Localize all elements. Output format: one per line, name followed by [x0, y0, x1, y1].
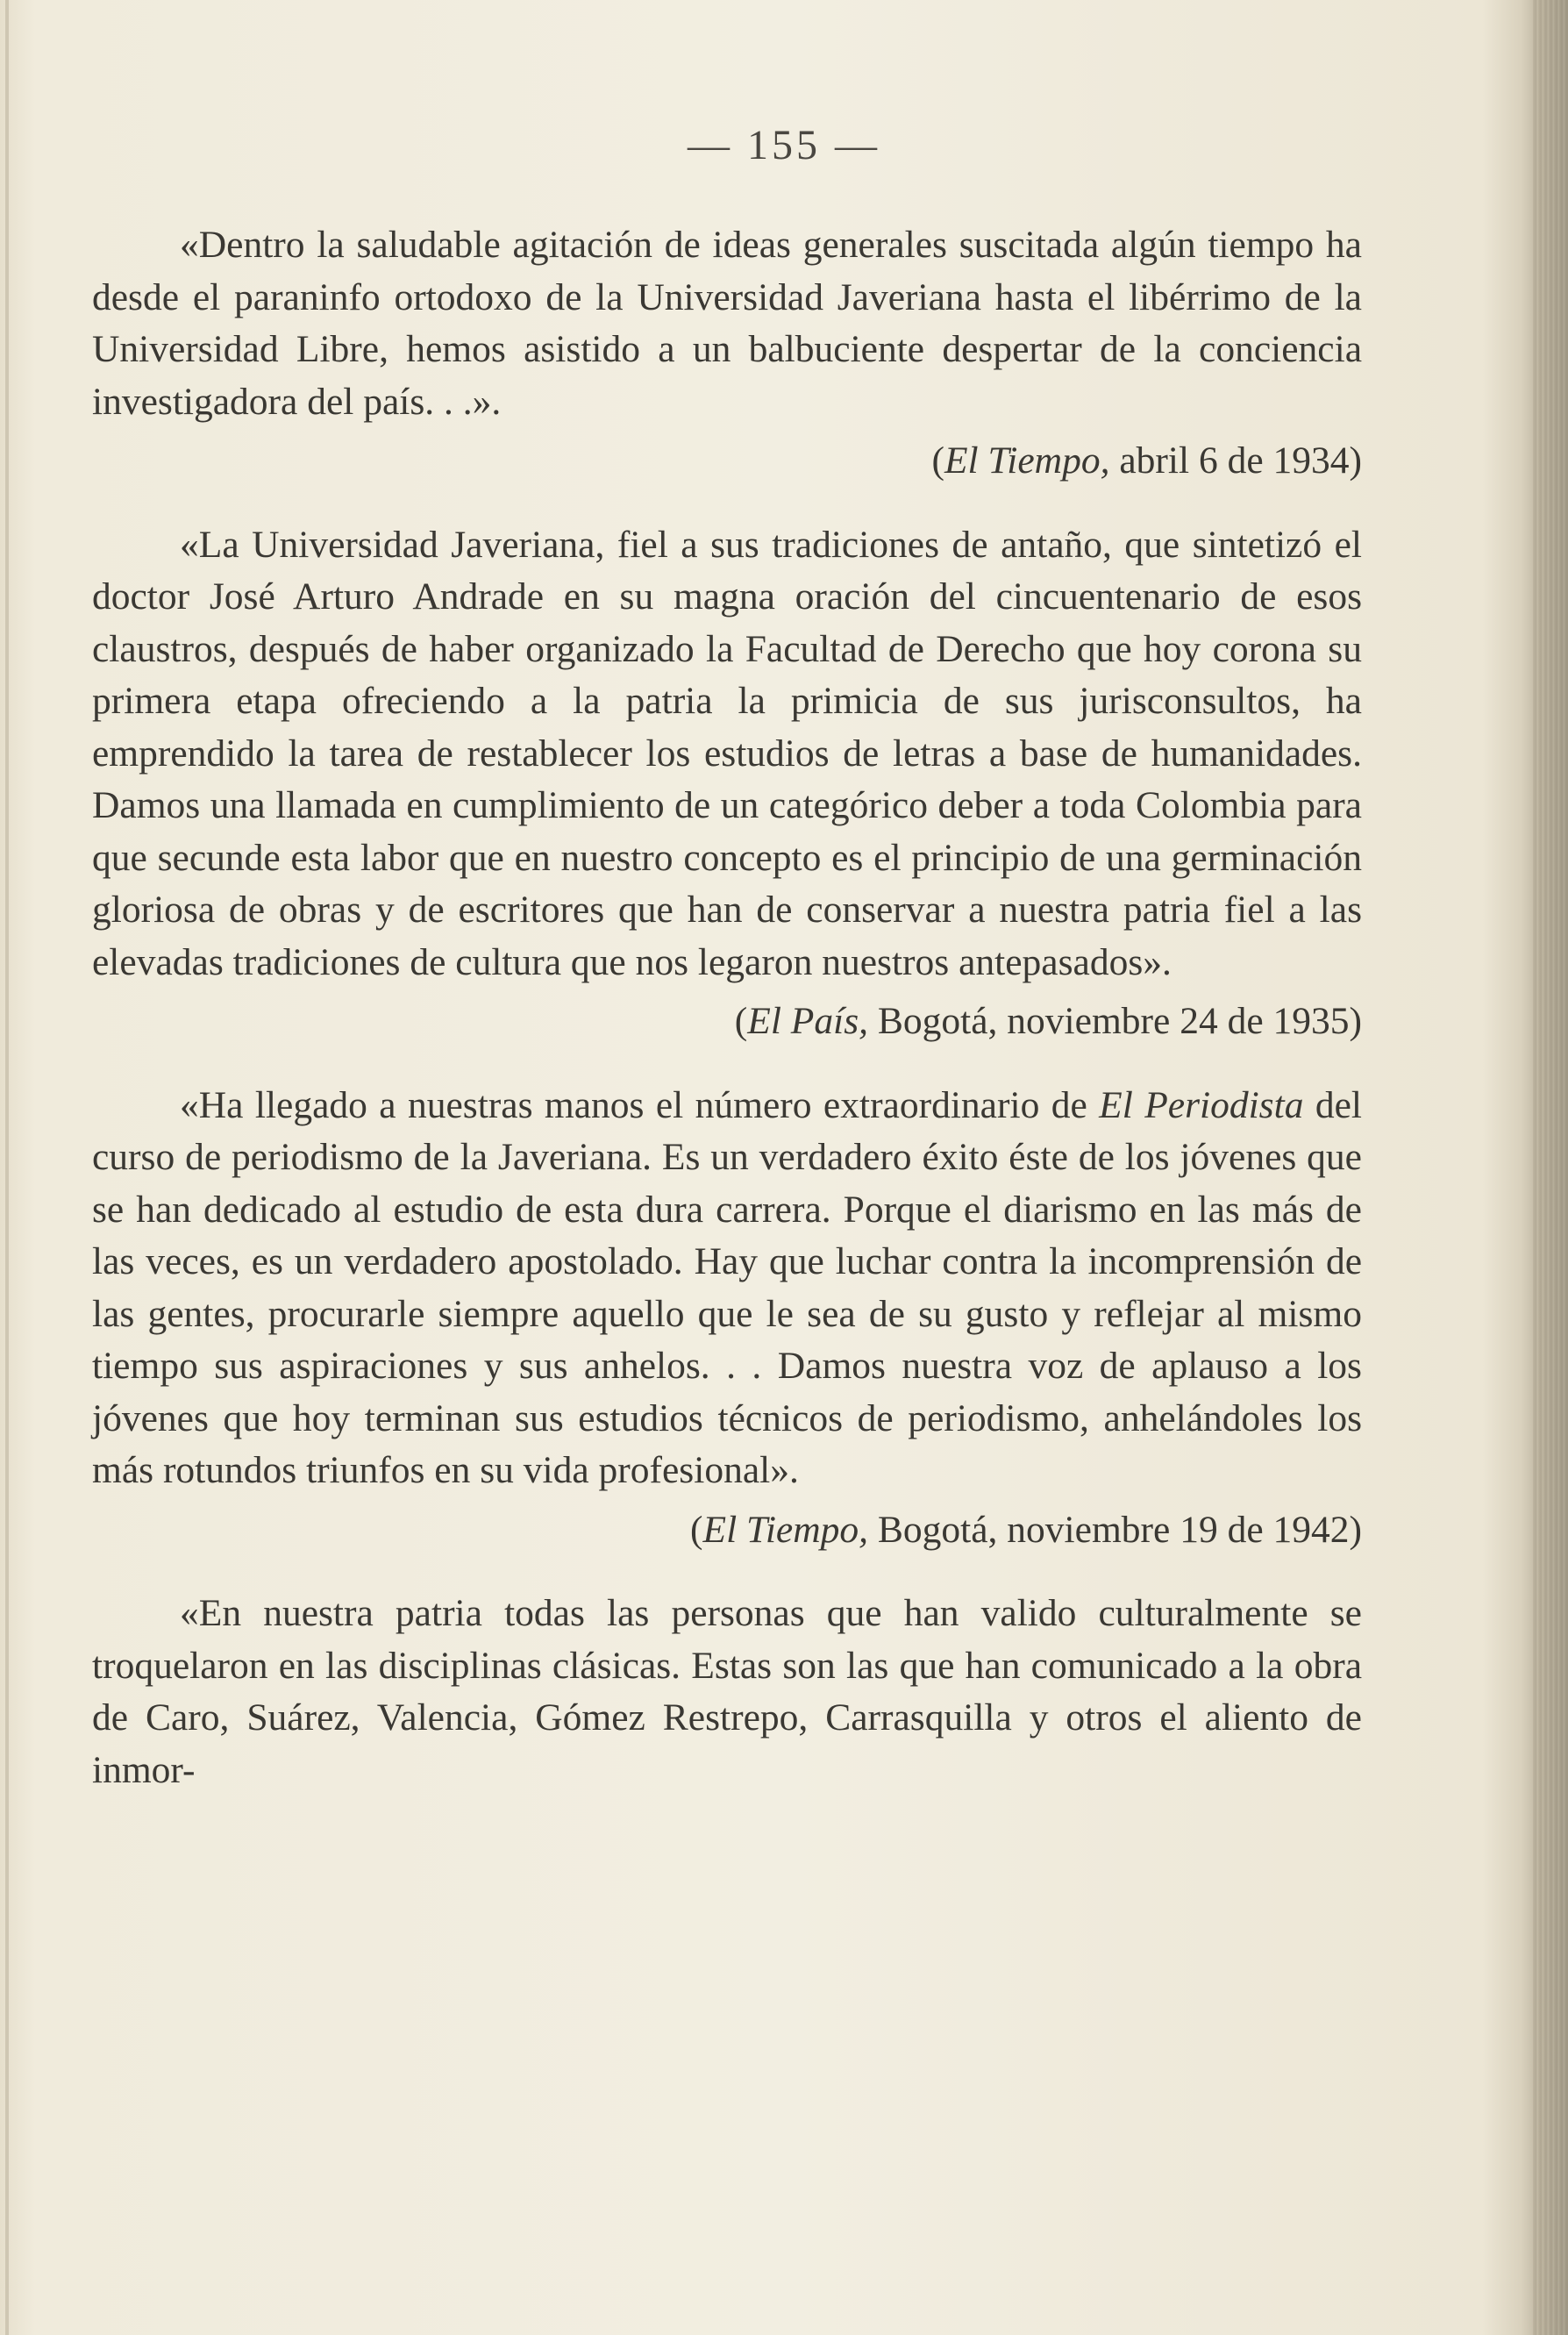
- text-body: [92, 219, 1362, 1796]
- quote-paragraph-2: «La Universidad Javeriana, fiel a sus tradiciones de antaño, que sintetizó el doctor José Arturo Andrade en su magna oración del cincuentenario de esos claustros, después de haber organizado la Facultad de Derecho que hoy corona su primera etapa ofreciendo a la patria la primicia de sus jurisconsultos, ha emprendido la tarea de restablecer los estudios de letras a base de humanidades. Damos una llamada en cumplimiento de un categórico deber a toda Colombia para que secunde esta labor que en nuestro concepto es el principio de una germinación gloriosa de obras y de escritores que han de conservar a nuestra patria fiel a las elevadas tradiciones de cultura que nos legaron nuestros antepasados».: [92, 523, 1362, 983]
- page-left-edge: [5, 0, 9, 2335]
- citation-details: Bogotá, noviembre 24 de 1935): [868, 1000, 1362, 1042]
- citation-3: [92, 1504, 1362, 1557]
- citation-source: El Tiempo,: [702, 1508, 869, 1551]
- citation-source: El País,: [747, 1000, 869, 1042]
- page-right-edge-shadow: [1533, 0, 1568, 2335]
- quote-paragraph-1: «Dentro la saludable agitación de ideas generales suscitada algún tiempo ha desde el paraninfo ortodoxo de la Universidad Javeriana hasta el libérrimo de la Universidad Libre, hemos asistido a un balbuciente despertar de la conciencia investigadora del país. . .».: [92, 224, 1362, 423]
- paragraph-text-end: del curso de periodismo de la Javeriana. Es un verdadero éxito éste de los jóvenes que se han dedicado al estudio de esta dura carrera. Porque el diarismo en las más de las veces, es un verdadero apostolado. Hay que luchar contra la incomprensión de las gentes, procurarle siempre aquello que le sea de su gusto y reflejar al mismo tiempo sus aspiraciones y sus anhelos. . . Damos nuestra voz de aplauso a los jóvenes que hoy terminan sus estudios técnicos de periodismo, anhelándoles los más rotundos triunfos en su vida profesional».: [92, 1083, 1362, 1491]
- quote-paragraph-3: [92, 1080, 1362, 1497]
- citation-open-paren: (: [690, 1508, 703, 1551]
- quote-paragraph-4: «En nuestra patria todas las personas que han valido culturalmente se troquelaron en las disciplinas clásicas. Estas son las que han comunicado a la obra de Caro, Suárez, Valencia, Gómez Restrepo, Carrasquilla y otros el aliento de inmor-: [92, 1592, 1362, 1791]
- page-number: — 155 —: [688, 122, 880, 168]
- citation-open-paren: (: [734, 1000, 748, 1042]
- citation-details: Bogotá, noviembre 19 de 1942): [868, 1508, 1362, 1551]
- citation-source: El Tiempo,: [944, 439, 1110, 482]
- citation-2: [92, 996, 1362, 1048]
- paragraph-text-start: «Ha llegado a nuestras manos el número extraordinario de: [180, 1083, 1100, 1126]
- citation-1: [92, 435, 1362, 488]
- publication-title: El Periodista: [1099, 1083, 1304, 1126]
- citation-details: abril 6 de 1934): [1109, 439, 1362, 482]
- citation-open-paren: (: [931, 439, 944, 482]
